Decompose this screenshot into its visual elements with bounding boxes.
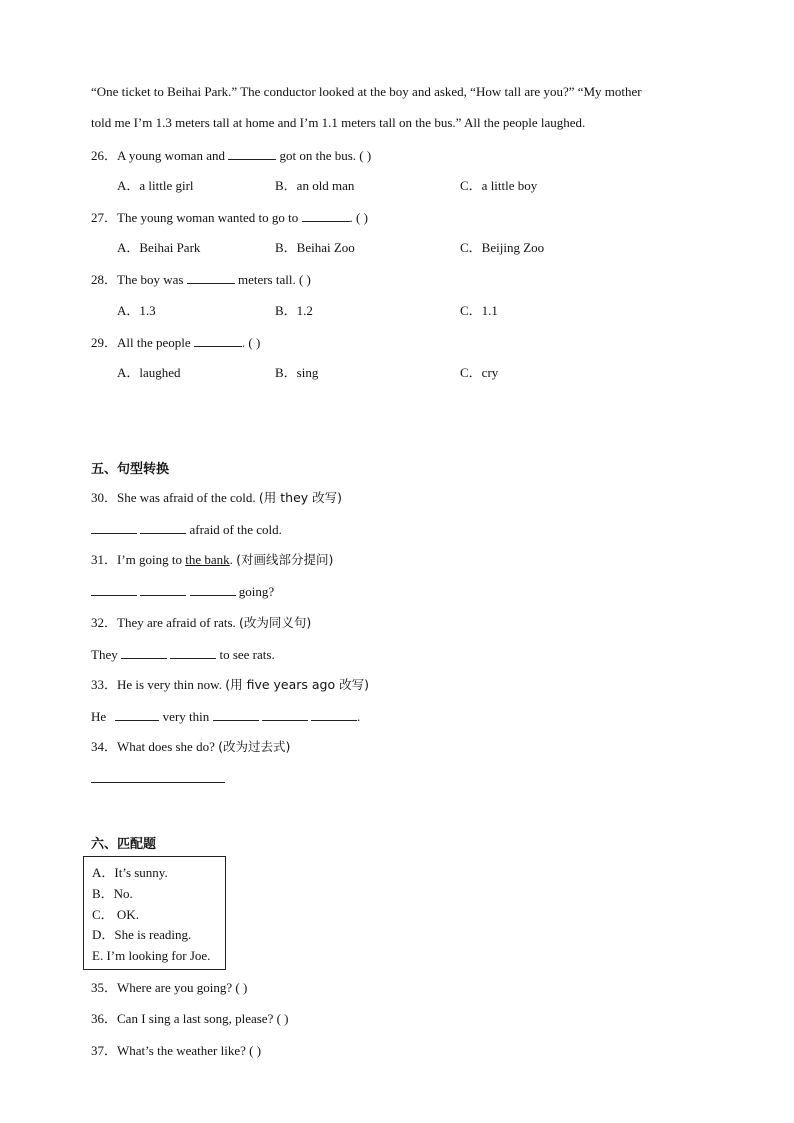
answer-blank[interactable] xyxy=(228,147,276,160)
question-text: She was afraid of the cold. xyxy=(117,490,259,505)
question-text-end: . ( ) xyxy=(349,210,368,225)
question-text: The boy was xyxy=(117,272,184,287)
answer-text: to see rats. xyxy=(219,647,275,662)
question-instruction: (改为同义句) xyxy=(239,615,312,630)
question-text: A young woman and xyxy=(117,148,225,163)
question-number: 28． xyxy=(91,272,118,287)
question-text: What does she do? xyxy=(117,739,219,754)
question-instruction: (对画线部分提问) xyxy=(236,552,334,567)
question-text-end: . ( ) xyxy=(241,335,261,350)
option-c[interactable]: C．1.1 xyxy=(460,303,498,318)
answer-blank[interactable] xyxy=(262,708,308,721)
answer-blank[interactable] xyxy=(302,209,350,222)
question-instruction: (用 they 改写) xyxy=(258,490,343,505)
answer-blank[interactable] xyxy=(194,334,242,347)
question-28 xyxy=(91,271,311,288)
option-b[interactable]: B．an old man xyxy=(275,178,355,193)
question-33 xyxy=(91,677,369,693)
question-text: They are afraid of rats. xyxy=(117,615,240,630)
option-b[interactable]: B．Beihai Zoo xyxy=(275,240,355,255)
underlined-phrase: the bank xyxy=(185,552,230,567)
question-34 xyxy=(91,739,290,755)
passage-line-1: “One ticket to Beihai Park.” The conductor looked at the boy and asked, “How tall are you?” “My mother xyxy=(91,84,642,99)
question-number: 31． xyxy=(91,552,118,567)
question-number: 32． xyxy=(91,615,118,630)
answer-blank[interactable] xyxy=(213,708,259,721)
option-a[interactable]: A．laughed xyxy=(117,365,181,380)
answer-blank[interactable] xyxy=(170,646,216,659)
answer-text-start: They xyxy=(91,647,118,662)
question-27 xyxy=(91,209,368,226)
option-a[interactable]: A．1.3 xyxy=(117,303,156,318)
box-option-b: B．No. xyxy=(92,886,133,901)
question-text-end: . xyxy=(229,552,237,567)
question-number: 29． xyxy=(91,335,118,350)
answer-blank[interactable] xyxy=(311,708,357,721)
answer-blank[interactable] xyxy=(190,583,236,596)
question-31 xyxy=(91,552,333,568)
answer-line-34 xyxy=(91,770,225,787)
question-number: 30． xyxy=(91,490,118,505)
question-number: 36． xyxy=(91,1011,118,1026)
answer-blank[interactable] xyxy=(115,708,159,721)
question-number: 27． xyxy=(91,210,118,225)
answer-text-end: . xyxy=(357,709,361,724)
answer-blank[interactable] xyxy=(91,770,225,783)
answer-text: going? xyxy=(238,584,275,599)
section-6-title: 六、匹配题 xyxy=(91,837,157,852)
option-a[interactable]: A．a little girl xyxy=(117,178,194,193)
question-text: I’m going to xyxy=(117,552,186,567)
option-a[interactable]: A．Beihai Park xyxy=(117,240,201,255)
passage-line-2: told me I’m 1.3 meters tall at home and I’m 1.1 meters tall on the bus.” All the people laughed. xyxy=(91,115,586,130)
option-c[interactable]: C．a little boy xyxy=(460,178,538,193)
question-number: 37． xyxy=(91,1043,118,1058)
question-37[interactable] xyxy=(91,1043,261,1059)
answer-blank[interactable] xyxy=(91,583,137,596)
option-b[interactable]: B．1.2 xyxy=(275,303,313,318)
option-c[interactable]: C．Beijing Zoo xyxy=(460,240,545,255)
answer-blank[interactable] xyxy=(121,646,167,659)
question-29 xyxy=(91,334,260,351)
question-instruction: (改为过去式) xyxy=(218,739,291,754)
question-text: Where are you going? ( ) xyxy=(117,980,248,995)
answer-blank[interactable] xyxy=(187,271,235,284)
answer-line-33 xyxy=(91,708,360,725)
question-35[interactable] xyxy=(91,980,247,996)
question-text: Can I sing a last song, please? ( ) xyxy=(117,1011,289,1026)
answer-line-31 xyxy=(91,583,274,600)
option-c[interactable]: C．cry xyxy=(460,365,499,380)
answer-line-32 xyxy=(91,646,275,663)
option-b[interactable]: B．sing xyxy=(275,365,319,380)
question-text: The young woman wanted to go to xyxy=(117,210,299,225)
answer-text: afraid of the cold. xyxy=(189,522,282,537)
question-instruction: (用 five years ago 改写) xyxy=(225,677,369,692)
answer-blank[interactable] xyxy=(140,521,186,534)
box-option-e: E. I’m looking for Joe. xyxy=(92,948,211,963)
question-32 xyxy=(91,615,311,631)
question-text: What’s the weather like? ( ) xyxy=(117,1043,262,1058)
question-text-end: got on the bus. ( ) xyxy=(279,148,372,163)
box-option-c: C． OK. xyxy=(92,907,139,922)
question-36[interactable] xyxy=(91,1011,289,1027)
section-5-title: 五、句型转换 xyxy=(91,462,170,477)
answer-blank[interactable] xyxy=(140,583,186,596)
answer-blank[interactable] xyxy=(91,521,137,534)
question-number: 33． xyxy=(91,677,118,692)
box-option-d: D．She is reading. xyxy=(92,927,192,942)
question-number: 26． xyxy=(91,148,118,163)
answer-options-box xyxy=(83,856,226,970)
question-30 xyxy=(91,490,342,506)
answer-text-mid: very thin xyxy=(162,709,210,724)
question-text: He is very thin now. xyxy=(117,677,226,692)
question-number: 35． xyxy=(91,980,118,995)
question-text: All the people xyxy=(117,335,191,350)
answer-text-start: He xyxy=(91,709,107,724)
question-text-end: meters tall. ( ) xyxy=(237,272,311,287)
box-option-a: A．It’s sunny. xyxy=(92,865,168,880)
answer-line-30 xyxy=(91,521,282,538)
question-26 xyxy=(91,147,371,164)
question-number: 34． xyxy=(91,739,118,754)
